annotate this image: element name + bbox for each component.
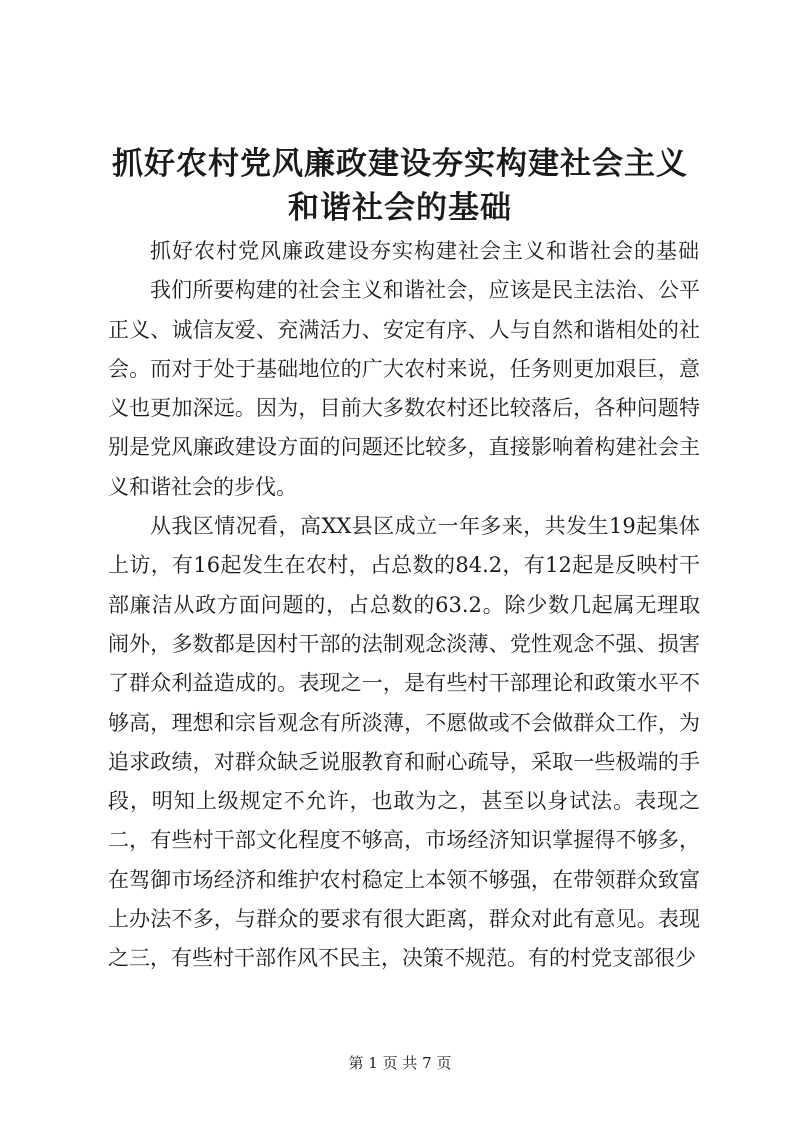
paragraph-intro: 我们所要构建的社会主义和谐社会，应该是民主法治、公平正义、诚信友爱、充满活力、安定有序、人与自然和谐相处的社会。而对于处于基础地位的广大农村来说，任务则更加艰巨，意义也更加深远。因为，目前大多数农村还比较落后，各种问题特别是党风廉政建设方面的问题还比较多，直接影响着构建社会主义和谐社会的步伐。 xyxy=(108,278,700,499)
document-body xyxy=(108,232,700,979)
paragraph-district-situation: 从我区情况看，高XX县区成立一年多来，共发生19起集体上访，有16起发生在农村，占总数的84.2，有12起是反映村干部廉洁从政方面问题的，占总数的63.2。除少数几起属无理取闹外，多数都是因村干部的法制观念淡薄、党性观念不强、损害了群众利益造成的。表现之一，是有些村干部理论和政策水平不够高，理想和宗旨观念有所淡薄，不愿做或不会做群众工作，为追求政绩，对群众缺乏说服教育和耐心疏导，采取一些极端的手段，明知上级规定不允许，也敢为之，甚至以身试法。表现之二，有些村干部文化程度不够高，市场经济知识掌握得不够多，在驾御市场经济和维护农村稳定上本领不够强，在带领群众致富上办法不多，与群众的要求有很大距离，群众对此有意见。表现之三，有些村干部作风不民主，决策不规范。有的村党支部很少 xyxy=(108,514,700,971)
document-title: 抓好农村党风廉政建设夯实构建社会主义和谐社会的基础 xyxy=(112,146,688,226)
paragraph-subtitle: 抓好农村党风廉政建设夯实构建社会主义和谐社会的基础 xyxy=(150,239,700,263)
page-number-footer: 第 1 页 共 7 页 xyxy=(348,1054,452,1072)
